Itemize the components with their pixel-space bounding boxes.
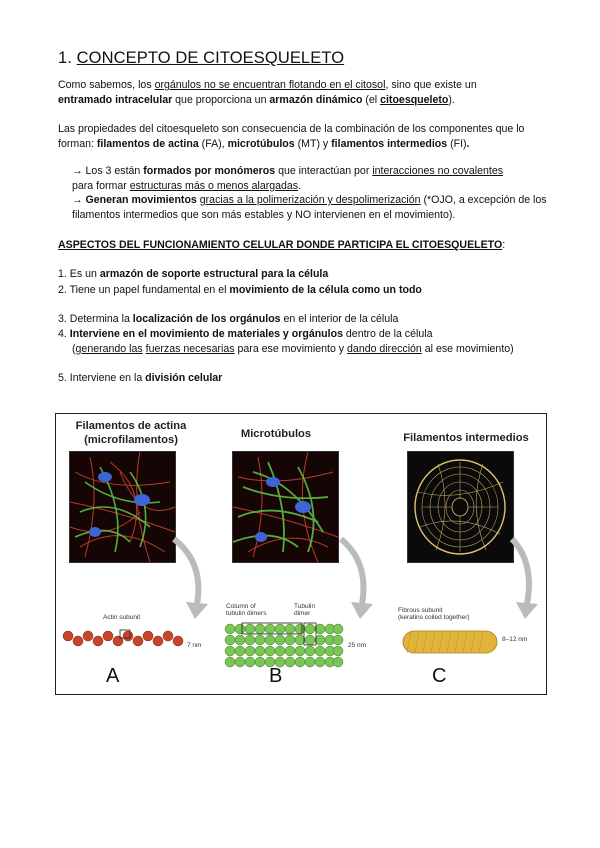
title-text: CONCEPTO DE CITOESQUELETO — [76, 49, 345, 67]
intro-text: ). — [448, 94, 455, 106]
cytoskeleton-figure — [55, 413, 547, 695]
list-item-4 — [58, 327, 578, 357]
label-a: A — [106, 665, 120, 687]
list-number: 1. — [58, 268, 67, 280]
list-text: Es un — [66, 268, 100, 280]
arrow1-text: → Los 3 están — [72, 165, 144, 177]
intro-bold-underline: citoesqueleto — [380, 94, 449, 106]
list-item-1 — [58, 267, 558, 282]
intro-paragraph — [58, 78, 558, 108]
list-number: 2. — [58, 284, 67, 296]
intro-bold: armazón dinámico — [269, 94, 363, 106]
actin-size-label: 7 nm — [187, 642, 202, 649]
props-bold: microtúbulos — [227, 138, 295, 150]
actin-title-line2: (microfilamentos) — [84, 434, 178, 446]
fi-size-label: 8–12 nm — [502, 636, 528, 643]
arrow1-underline: estructuras más o menos alargadas — [129, 180, 299, 192]
list-bold: localización de los orgánulos — [132, 313, 281, 325]
actin-title-line1: Filamentos de actina — [75, 420, 187, 432]
title-number: 1. — [58, 49, 72, 67]
aspects-heading-text: ASPECTOS DEL FUNCIONAMIENTO CELULAR DONDE PARTICIPA EL CITOESQUELETO — [58, 239, 503, 251]
microtubule-size-label: 25 nm — [348, 642, 367, 649]
fibrous-line1: Fibrous subunit — [398, 607, 443, 614]
list-text: al ese movimiento) — [421, 343, 514, 355]
tubulin-column-label — [226, 603, 266, 617]
list-number: 4. — [58, 328, 67, 340]
props-bold: filamentos de actina — [96, 138, 199, 150]
props-bold: filamentos intermedios — [331, 138, 448, 150]
microtubules-title: Microtúbulos — [240, 428, 312, 440]
arrow1-underline: interacciones no covalentes — [372, 165, 504, 177]
tubulin-column-line1: Column of — [226, 603, 256, 610]
intro-text: , sino que existe un — [385, 79, 477, 91]
tubulin-dimer-line1: Tubulin — [294, 603, 316, 610]
aspects-heading-colon: : — [502, 239, 506, 251]
arrow-point-1 — [72, 164, 562, 194]
arrow2-text: → — [72, 194, 86, 206]
arrow1-bold: formados por monómeros — [143, 165, 276, 177]
microtubule-drawing — [224, 619, 344, 669]
tubulin-dimer-label — [294, 603, 315, 617]
list-text: dentro de la célula — [342, 328, 433, 340]
arrow2-bold: Generan movimientos — [85, 194, 197, 206]
intro-underline: orgánulos no se encuentran flotando en el citosol — [154, 79, 386, 91]
arrow1-text: . — [298, 180, 302, 192]
props-text: (FI) — [447, 138, 467, 150]
list-text: Interviene en la — [66, 372, 146, 384]
intro-text: Como sabemos, los — [58, 79, 155, 91]
list-number: 3. — [58, 313, 67, 325]
arrow2-underline: gracias a la polimerización y despolimerización — [199, 194, 421, 206]
intro-bold: entramado intracelular — [58, 94, 173, 106]
section-title — [58, 49, 344, 68]
label-c: C — [432, 665, 447, 687]
intermediate-filament-drawing — [401, 627, 501, 657]
aspects-heading — [58, 238, 558, 253]
props-text: (MT) y — [294, 138, 332, 150]
fibrous-line2: (keratins coiled together) — [398, 614, 470, 621]
props-bold: . — [466, 138, 470, 150]
list-text: ( — [72, 343, 76, 355]
intermediate-filaments-title: Filamentos intermedios — [403, 432, 529, 444]
props-text: (FA), — [198, 138, 228, 150]
list-text: Determina la — [66, 313, 133, 325]
fibrous-subunit-label — [398, 607, 470, 621]
list-item-2 — [58, 283, 558, 298]
tubulin-dimer-line2: dimer — [294, 610, 311, 617]
actin-filament-drawing — [62, 624, 188, 654]
list-underline: generando las — [75, 343, 143, 355]
list-bold: Interviene en el movimiento de materiales y orgánulos — [66, 328, 343, 340]
props-text: Las propiedades del citoesqueleto son consecuencia de la combinación de los componentes que lo forman: — [58, 123, 525, 150]
list-bold: movimiento de la célula como un todo — [229, 284, 422, 296]
arrow1-text: que interactúan por — [275, 165, 373, 177]
list-text: para ese movimiento y — [234, 343, 348, 355]
list-bold: división celular — [145, 372, 223, 384]
list-underline: dando dirección — [347, 343, 422, 355]
list-item-3 — [58, 312, 558, 327]
tubulin-column-line2: tubulin dimers — [226, 610, 267, 617]
arrow1-text: para formar — [72, 180, 130, 192]
label-b: B — [269, 665, 283, 687]
list-number: 5. — [58, 372, 67, 384]
properties-paragraph — [58, 122, 558, 152]
actin-subunit-label: Actin subunit — [103, 614, 141, 621]
intro-text: que proporciona un — [172, 94, 270, 106]
arrow-point-2 — [72, 193, 552, 223]
list-underline: fuerzas necesarias — [145, 343, 235, 355]
list-bold: armazón de soporte estructural para la célula — [99, 268, 329, 280]
list-text: Tiene un papel fundamental en el — [66, 284, 230, 296]
intro-text: (el — [362, 94, 381, 106]
list-text: en el interior de la célula — [280, 313, 399, 325]
list-item-5 — [58, 371, 558, 386]
arrow2-text: (*OJO, a excepción de los filamentos intermedios que son más estables y NO intervienen en el movimiento). — [72, 194, 547, 221]
